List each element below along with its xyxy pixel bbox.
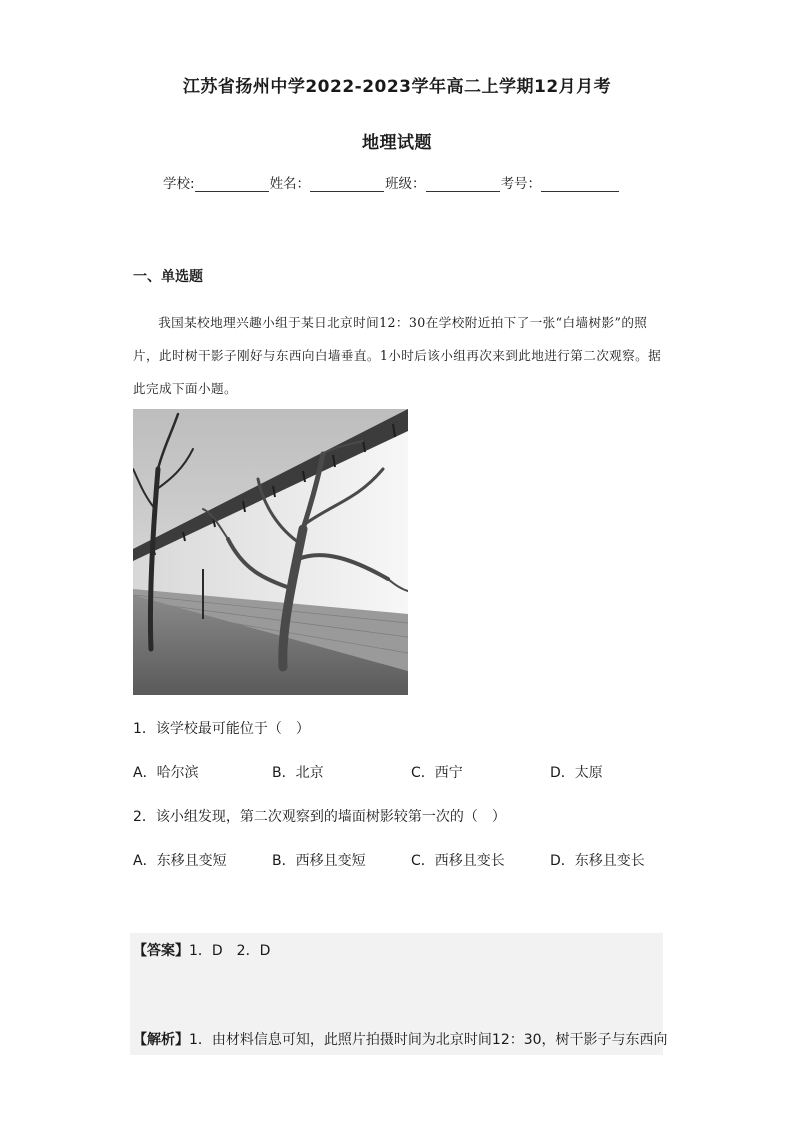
question-1-option-c[interactable]: C．西宁 xyxy=(411,765,463,781)
question-1-stem: 1．该学校最可能位于（ ） xyxy=(133,721,310,737)
student-info-line xyxy=(163,172,643,192)
answer-text: 1．D 2．D xyxy=(189,943,271,959)
question-2-stem: 2．该小组发现，第二次观察到的墙面树影较第一次的（ ） xyxy=(133,809,506,825)
answer-line xyxy=(133,940,270,960)
question-2-option-d[interactable]: D．东移且变长 xyxy=(550,853,645,869)
exam-title: 江苏省扬州中学2022-2023学年高二上学期12月月考 xyxy=(182,77,612,97)
question-1-option-d[interactable]: D．太原 xyxy=(550,765,603,781)
analysis-text: 1．由材料信息可知，此照片拍摄时间为北京时间12：30，树干影子与东西向 xyxy=(189,1032,668,1048)
question-1-option-b[interactable]: B．北京 xyxy=(272,765,324,781)
number-label: 考号： xyxy=(500,176,542,192)
name-blank[interactable] xyxy=(310,177,384,192)
analysis-line xyxy=(133,1029,668,1049)
answer-label: 【答案】 xyxy=(133,943,189,959)
question-2-options xyxy=(133,850,693,870)
class-blank[interactable] xyxy=(426,177,500,192)
analysis-label: 【解析】 xyxy=(133,1032,189,1048)
school-label: 学校: xyxy=(163,176,195,192)
question-2-option-a[interactable]: A．东移且变短 xyxy=(133,853,227,869)
white-wall-tree-shadow-photo xyxy=(133,409,408,695)
question-1-options xyxy=(133,762,693,782)
class-label: 班级： xyxy=(385,176,426,192)
question-2-option-c[interactable]: C．西移且变长 xyxy=(411,853,505,869)
question-1-option-a[interactable]: A．哈尔滨 xyxy=(133,765,199,781)
name-label: 姓名： xyxy=(269,176,311,192)
question-2-option-b[interactable]: B．西移且变短 xyxy=(272,853,366,869)
section-title: 一、单选题 xyxy=(133,269,203,285)
number-blank[interactable] xyxy=(541,177,619,192)
reading-passage: 我国某校地理兴趣小组于某日北京时间12：30在学校附近拍下了一张“白墙树影”的照片，此时树干影子刚好与东西向白墙垂直。1小时后该小组再次来到此地进行第二次观察。据此完成下面小题。 xyxy=(133,315,662,396)
school-blank[interactable] xyxy=(195,177,269,192)
exam-subject-title: 地理试题 xyxy=(362,133,432,153)
